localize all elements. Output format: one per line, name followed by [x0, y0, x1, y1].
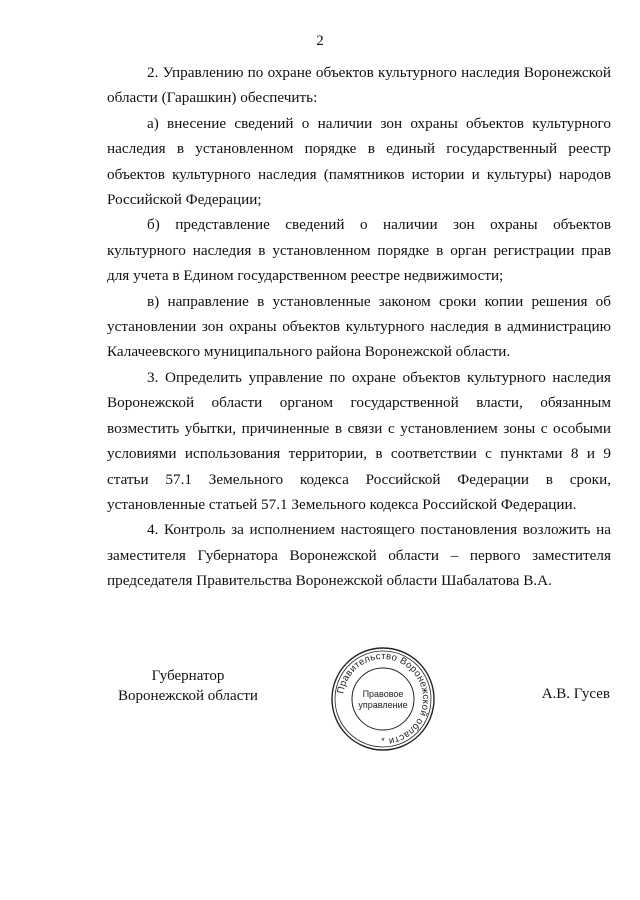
stamp-center-line1: Правовое — [362, 689, 404, 699]
signatory-title-line2: Воронежской области — [118, 688, 258, 704]
signatory-title-line1: Губернатор — [151, 668, 225, 684]
paragraph-2a: а) внесение сведений о наличии зон охраны объектов культурного наследия в установленном порядке в единый государственный реестр объектов культурного наследия (памятников истории и культуры) народов Российской Федерации; — [107, 114, 611, 209]
official-stamp — [328, 644, 438, 754]
paragraph-2c: в) направление в установленные законом сроки копии решения об установлении зон охраны объектов культурного наследия в администрацию Калачеевского муниципального района Воронежской области. — [107, 292, 611, 361]
document-body — [107, 60, 611, 594]
signatory-name: А.В. Гусев — [541, 686, 610, 702]
stamp-center-line2: управление — [358, 700, 408, 710]
stamp-ring-text: Правительство Воронежской области — [335, 650, 432, 747]
paragraph-2b: б) представление сведений о наличии зон охраны объектов культурного наследия в установленном порядке в орган регистрации прав для учета в Едином государственном реестре недвижимости; — [107, 216, 611, 285]
paragraph-2: 2. Управлению по охране объектов культурного наследия Воронежской области (Гарашкин) обеспечить: — [107, 64, 611, 107]
page-number: 2 — [316, 33, 324, 49]
signature-block — [100, 650, 610, 747]
signatory-title — [108, 666, 268, 706]
paragraph-4: 4. Контроль за исполнением настоящего постановления возложить на заместителя Губернатора Воронежской области – первого заместителя председателя Правительства Воронежской области Шабалатова В.А. — [107, 521, 611, 590]
stamp-star: * — [381, 736, 385, 746]
paragraph-3: 3. Определить управление по охране объектов культурного наследия Воронежской области органом государственной власти, обязанным возместить убытки, причиненные в связи с установлением зоны с особыми условиями использования территории, в соответствии с пунктами 8 и 9 статьи 57.1 Земельного кодекса Российской Федерации в сроки, установленные статьей 57.1 Земельного кодекса Российской Федерации. — [107, 368, 611, 513]
